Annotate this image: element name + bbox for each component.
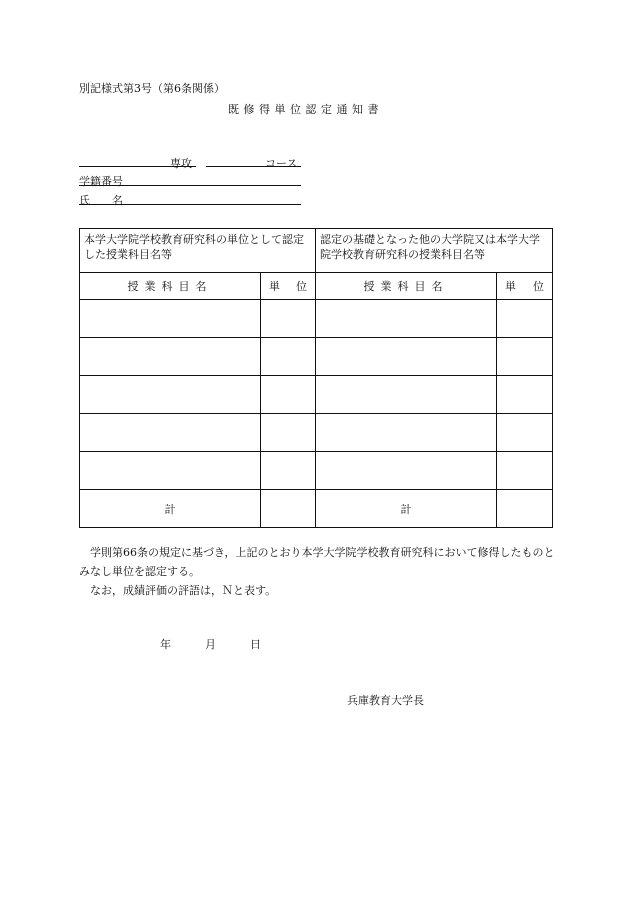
left-subject-header: 授業科目名 (80, 273, 261, 300)
right-unit-cell[interactable] (497, 376, 553, 414)
left-subject-cell[interactable] (80, 300, 261, 338)
name-label: 氏 名 (79, 194, 123, 207)
document-title: 既修得単位認定通知書 (228, 103, 383, 116)
course-label: コース (265, 157, 298, 170)
student-number-label: 学籍番号 (79, 175, 123, 188)
day-label: 日 (250, 638, 261, 651)
year-label: 年 (160, 638, 171, 651)
right-subject-cell[interactable] (316, 452, 497, 490)
date-line (160, 636, 261, 652)
name-field-line[interactable] (79, 204, 301, 205)
right-subject-cell[interactable] (316, 338, 497, 376)
left-unit-cell[interactable] (261, 414, 316, 452)
right-subject-cell[interactable] (316, 414, 497, 452)
left-subject-cell[interactable] (80, 376, 261, 414)
left-subject-cell[interactable] (80, 452, 261, 490)
month-label: 月 (205, 638, 216, 651)
right-total-label: 計 (316, 490, 497, 528)
right-header: 認定の基礎となった他の大学院又は本学大学院学校教育研究科の授業科目名等 (316, 229, 553, 273)
table-row (80, 376, 553, 414)
right-unit-cell[interactable] (497, 300, 553, 338)
right-unit-cell[interactable] (497, 414, 553, 452)
left-subject-cell[interactable] (80, 338, 261, 376)
left-unit-header: 単位 (261, 273, 316, 300)
right-total-unit-cell[interactable] (497, 490, 553, 528)
left-unit-cell[interactable] (261, 338, 316, 376)
right-subject-header: 授業科目名 (316, 273, 497, 300)
right-unit-cell[interactable] (497, 338, 553, 376)
left-unit-cell[interactable] (261, 376, 316, 414)
right-subject-cell[interactable] (316, 300, 497, 338)
signer-title: 兵庫教育大学長 (347, 694, 424, 707)
right-unit-header: 単位 (497, 273, 553, 300)
credit-table (79, 228, 553, 528)
notice-paragraph-1: 学則第66条の規定に基づき，上記のとおり本学大学院学校教育研究科において修得したものとみなし単位を認定する。 (79, 546, 555, 578)
table-row (80, 414, 553, 452)
right-subject-cell[interactable] (316, 376, 497, 414)
total-row (80, 490, 553, 528)
table-row (80, 452, 553, 490)
notice-paragraph-2: なお，成績評価の評語は，Ｎと表す。 (90, 584, 277, 597)
right-unit-cell[interactable] (497, 452, 553, 490)
left-unit-cell[interactable] (261, 452, 316, 490)
left-total-label: 計 (80, 490, 261, 528)
major-label: 専攻 (170, 157, 192, 170)
notice-body (79, 543, 557, 600)
left-subject-cell[interactable] (80, 414, 261, 452)
table-row (80, 300, 553, 338)
form-reference: 別記様式第3号（第6条関係） (79, 82, 225, 95)
left-header: 本学大学院学校教育研究科の単位として認定した授業科目名等 (80, 229, 316, 273)
student-number-field-line[interactable] (79, 185, 301, 186)
left-total-unit-cell[interactable] (261, 490, 316, 528)
table-row (80, 338, 553, 376)
left-unit-cell[interactable] (261, 300, 316, 338)
